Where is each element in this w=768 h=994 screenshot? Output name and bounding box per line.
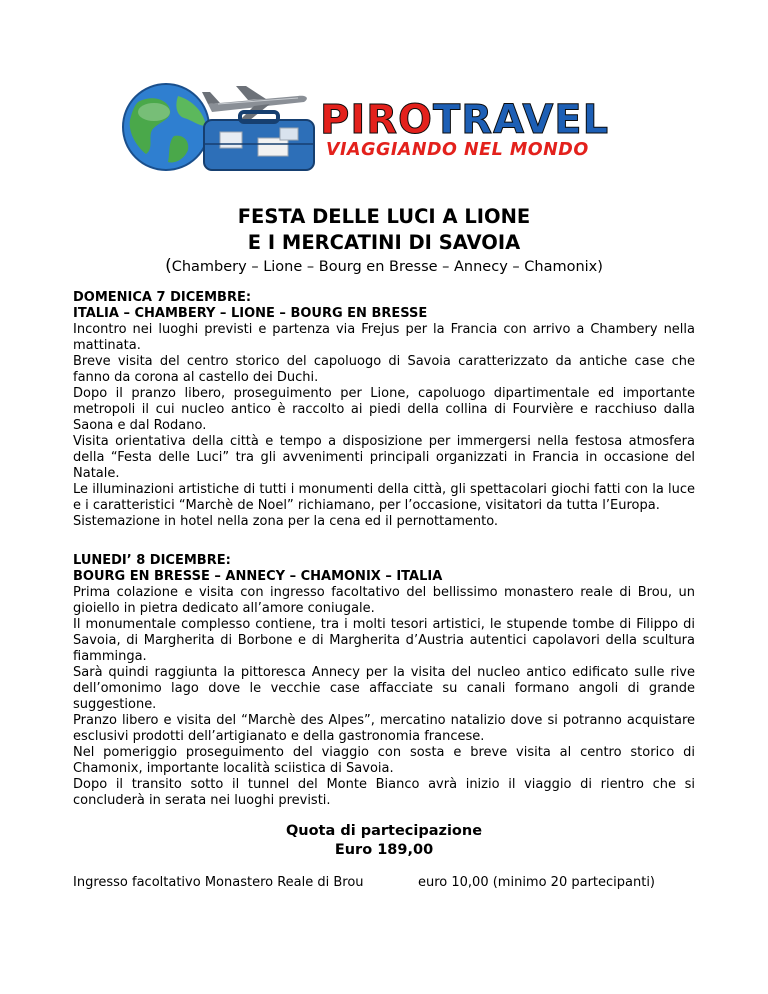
day2-date: LUNEDI’ 8 DICEMBRE: (73, 553, 231, 568)
day1-paragraph: Sistemazione in hotel nella zona per la cena ed il pernottamento. (73, 514, 499, 529)
extra-fee-label: Ingresso facoltativo Monastero Reale di Brou (73, 875, 364, 890)
brand-name-part1: PIRO (320, 97, 434, 143)
extra-fee-price: euro 10,00 (minimo 20 partecipanti) (418, 875, 656, 890)
airplane-icon (202, 86, 307, 120)
quota-heading: Quota di partecipazione (285, 823, 483, 839)
day1-date: DOMENICA 7 DICEMBRE: (73, 290, 252, 305)
brand-name-part2: TRAVEL (433, 97, 610, 143)
route-subtitle (0, 256, 768, 276)
day1-paragraph: Dopo il pranzo libero, proseguimento per Lione, capoluogo dipartimentale ed importante metropoli il cui nucleo antico è raccolto ai piedi della collina di Fourvière e racchiuso dalla Saona e dal Rodano. (73, 386, 695, 433)
day2-paragraph: Nel pomeriggio proseguimento del viaggio con sosta e breve visita al centro storico di Chamonix, importante località sciistica di Savoia. (73, 745, 695, 776)
day2-itinerary: BOURG EN BRESSE – ANNECY – CHAMONIX – ITALIA (73, 569, 443, 584)
day1-paragraph: Breve visita del centro storico del capoluogo di Savoia caratterizzato da antiche case che fanno da corona al castello dei Duchi. (73, 354, 695, 385)
document-title-line2: E I MERCATINI DI SAVOIA (247, 231, 521, 254)
day1-paragraph: Visita orientativa della città e tempo a disposizione per immergersi nella festosa atmosfera della “Festa delle Luci” tra gli avvenimenti principali organizzati in Francia in occasione del Natale. (73, 434, 695, 481)
quota-price: Euro 189,00 (334, 842, 434, 858)
route-open-paren: ( (165, 256, 172, 276)
day1-itinerary: ITALIA – CHAMBERY – LIONE – BOURG EN BRESSE (73, 306, 428, 321)
day1-paragraph: Incontro nei luoghi previsti e partenza via Frejus per la Francia con arrivo a Chambery nella mattinata. (73, 322, 695, 353)
globe-icon (123, 84, 209, 170)
suitcase-icon (204, 112, 314, 170)
brand-tagline: VIAGGIANDO NEL MONDO (326, 140, 589, 160)
document-title-line1: FESTA DELLE LUCI A LIONE (237, 205, 531, 228)
day2-paragraph: Il monumentale complesso contiene, tra i molti tesori artistici, le stupende tombe di Filippo di Savoia, di Margherita di Borbone e di Margherita d’Austria autentici capolavori della scultura fiamminga. (73, 617, 695, 664)
day2-paragraph: Sarà quindi raggiunta la pittoresca Annecy per la visita del nucleo antico edificato sulle rive dell’omonimo lago dove le vecchie case affacciate su canali formano angoli di grande suggestione. (73, 665, 695, 712)
day2-section (73, 553, 695, 809)
brand-name (320, 98, 609, 142)
day1-section (73, 290, 695, 530)
day2-paragraph: Pranzo libero e visita del “Marchè des Alpes”, mercatino natalizio dove si potranno acquistare esclusivi prodotti dell’artigianato e della gastronomia francese. (73, 713, 695, 744)
route-text: Chambery – Lione – Bourg en Bresse – Annecy – Chamonix) (171, 259, 603, 275)
day2-paragraph: Prima colazione e visita con ingresso facoltativo del bellissimo monastero reale di Brou, un gioiello in pietra dedicato all’amore coniugale. (73, 585, 695, 616)
day1-paragraph: Le illuminazioni artistiche di tutti i monumenti della città, gli spettacolari giochi fatti con la luce e i caratteristici “Marchè de Noel” richiamano, per l’occasione, visitatori da tutta l’Europa. (73, 482, 695, 513)
pirotravel-logo (108, 82, 660, 172)
day2-paragraph: Dopo il transito sotto il tunnel del Monte Bianco avrà inizio il viaggio di rientro che si concluderà in serata nei luoghi previsti. (73, 777, 695, 808)
